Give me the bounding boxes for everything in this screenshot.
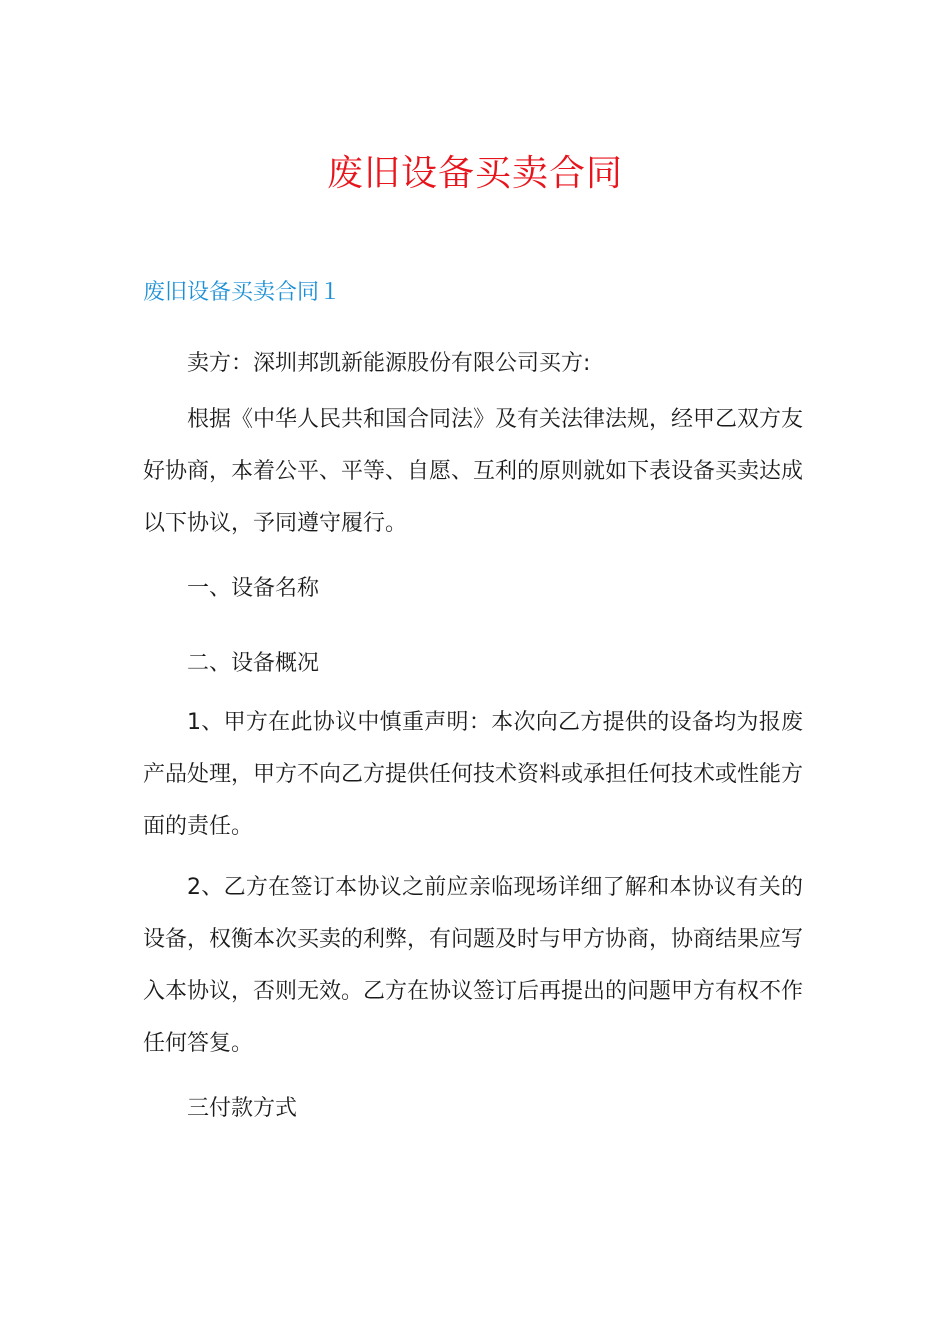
- clause-heading-payment: [143, 1083, 803, 1135]
- document-title: 废旧设备买卖合同: [326, 153, 623, 194]
- section-heading: 废旧设备买卖合同１: [143, 280, 342, 305]
- paragraph-text: 一、设备名称: [187, 576, 320, 601]
- clause-heading-equipment-overview: [143, 638, 803, 690]
- paragraph-preamble: [143, 394, 803, 550]
- clause-item-1: [143, 697, 803, 853]
- paragraph-text: 1、甲方在此协议中慎重声明：本次向乙方提供的设备均为报废产品处理，甲方不向乙方提供任何技术资料或承担任何技术或性能方面的责任。: [143, 710, 804, 839]
- paragraph-text: 根据《中华人民共和国合同法》及有关法律法规，经甲乙双方友好协商，本着公平、平等、自愿、互利的原则就如下表设备买卖达成以下协议，予同遵守履行。: [143, 407, 804, 536]
- paragraph-text: 卖方：深圳邦凯新能源股份有限公司买方:: [187, 351, 591, 376]
- paragraph-parties: [143, 338, 803, 390]
- paragraph-text: 2、乙方在签订本协议之前应亲临现场详细了解和本协议有关的设备，权衡本次买卖的利弊，有问题及时与甲方协商，协商结果应写入本协议，否则无效。乙方在协议签订后再提出的问题甲方有权不作任何答复。: [143, 875, 804, 1056]
- clause-item-2: [143, 862, 803, 1070]
- clause-heading-equipment-name: [143, 563, 803, 615]
- paragraph-text: 二、设备概况: [187, 651, 320, 676]
- paragraph-text: 三付款方式: [187, 1096, 298, 1121]
